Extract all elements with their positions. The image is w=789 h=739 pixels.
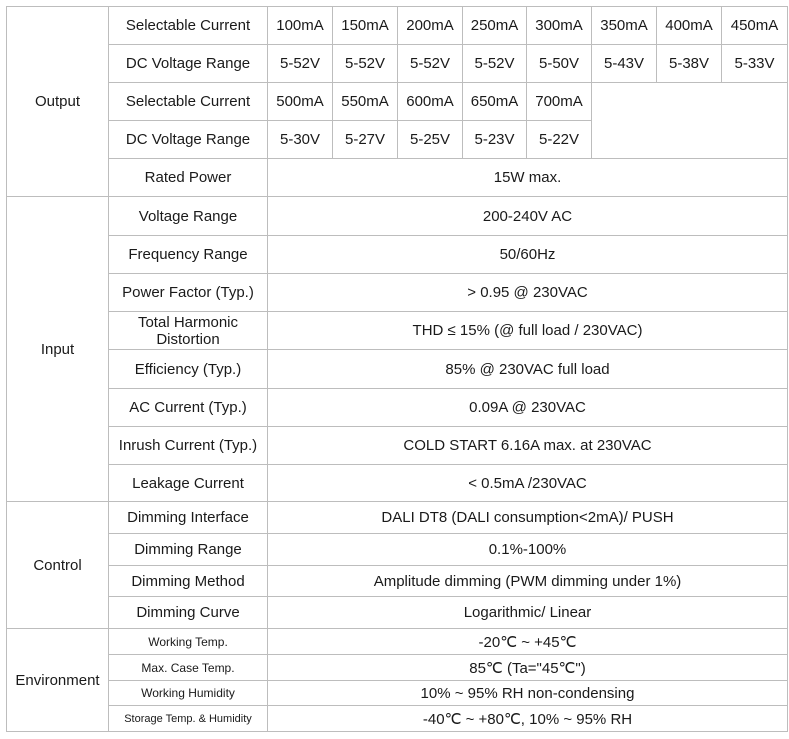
spec-label: Dimming Method xyxy=(109,566,268,597)
current-cell: 700mA xyxy=(527,83,592,121)
spec-value: -20℃ ~ +45℃ xyxy=(268,629,788,655)
voltage-cell: 5-33V xyxy=(722,45,788,83)
voltage-cell: 5-23V xyxy=(463,121,527,159)
current-cell: 300mA xyxy=(527,7,592,45)
current-cell: 250mA xyxy=(463,7,527,45)
current-cell: 350mA xyxy=(592,7,657,45)
spec-label: Storage Temp. & Humidity xyxy=(109,706,268,732)
spec-label: Total Harmonic Distortion xyxy=(109,312,268,350)
voltage-cell: 5-52V xyxy=(398,45,463,83)
current-cell: 550mA xyxy=(333,83,398,121)
current-cell: 400mA xyxy=(657,7,722,45)
rated-power-label: Rated Power xyxy=(109,159,268,197)
selectable-current-label: Selectable Current xyxy=(109,83,268,121)
current-cell: 450mA xyxy=(722,7,788,45)
voltage-cell: 5-38V xyxy=(657,45,722,83)
group-control: Control xyxy=(7,502,109,629)
spec-label: Dimming Range xyxy=(109,534,268,566)
spec-value: 200-240V AC xyxy=(268,197,788,236)
spec-value: > 0.95 @ 230VAC xyxy=(268,274,788,312)
spec-label: Power Factor (Typ.) xyxy=(109,274,268,312)
spec-table xyxy=(6,6,788,732)
spec-label: Dimming Interface xyxy=(109,502,268,534)
spec-value: DALI DT8 (DALI consumption<2mA)/ PUSH xyxy=(268,502,788,534)
voltage-cell: 5-52V xyxy=(333,45,398,83)
spec-value: 85% @ 230VAC full load xyxy=(268,350,788,389)
current-cell: 200mA xyxy=(398,7,463,45)
voltage-cell: 5-52V xyxy=(463,45,527,83)
spec-label: Frequency Range xyxy=(109,236,268,274)
spec-label: Working Temp. xyxy=(109,629,268,655)
spec-value: 85℃ (Ta="45℃") xyxy=(268,655,788,681)
spec-label: Efficiency (Typ.) xyxy=(109,350,268,389)
group-output: Output xyxy=(7,7,109,197)
current-cell: 650mA xyxy=(463,83,527,121)
spec-value: -40℃ ~ +80℃, 10% ~ 95% RH xyxy=(268,706,788,732)
voltage-cell: 5-25V xyxy=(398,121,463,159)
spec-label: Working Humidity xyxy=(109,681,268,706)
spec-label: AC Current (Typ.) xyxy=(109,389,268,427)
dc-voltage-label: DC Voltage Range xyxy=(109,121,268,159)
voltage-cell: 5-27V xyxy=(333,121,398,159)
spec-value: Logarithmic/ Linear xyxy=(268,597,788,629)
spec-value: THD ≤ 15% (@ full load / 230VAC) xyxy=(268,312,788,350)
spec-label: Inrush Current (Typ.) xyxy=(109,427,268,465)
spec-value: Amplitude dimming (PWM dimming under 1%) xyxy=(268,566,788,597)
group-environment: Environment xyxy=(7,629,109,732)
spec-value: 50/60Hz xyxy=(268,236,788,274)
current-cell: 600mA xyxy=(398,83,463,121)
current-cell: 500mA xyxy=(268,83,333,121)
spec-value: < 0.5mA /230VAC xyxy=(268,465,788,502)
voltage-cell: 5-43V xyxy=(592,45,657,83)
current-cell: 100mA xyxy=(268,7,333,45)
rated-power-value: 15W max. xyxy=(268,159,788,197)
empty-cell xyxy=(592,83,788,159)
voltage-cell: 5-50V xyxy=(527,45,592,83)
selectable-current-label: Selectable Current xyxy=(109,7,268,45)
dc-voltage-label: DC Voltage Range xyxy=(109,45,268,83)
spec-value: COLD START 6.16A max. at 230VAC xyxy=(268,427,788,465)
spec-label: Dimming Curve xyxy=(109,597,268,629)
spec-value: 0.09A @ 230VAC xyxy=(268,389,788,427)
voltage-cell: 5-22V xyxy=(527,121,592,159)
group-input: Input xyxy=(7,197,109,502)
spec-label: Leakage Current xyxy=(109,465,268,502)
spec-label: Voltage Range xyxy=(109,197,268,236)
spec-label: Max. Case Temp. xyxy=(109,655,268,681)
current-cell: 150mA xyxy=(333,7,398,45)
spec-value: 0.1%-100% xyxy=(268,534,788,566)
voltage-cell: 5-52V xyxy=(268,45,333,83)
voltage-cell: 5-30V xyxy=(268,121,333,159)
spec-value: 10% ~ 95% RH non-condensing xyxy=(268,681,788,706)
